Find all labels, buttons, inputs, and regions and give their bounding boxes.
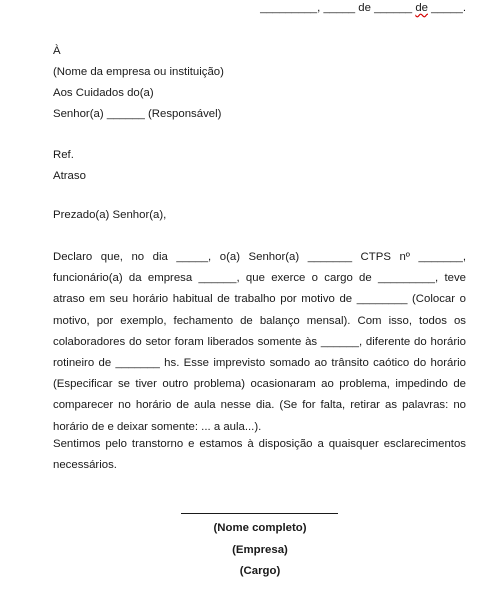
reference-label: Ref. <box>53 149 74 161</box>
signature-company: (Empresa) <box>232 544 288 556</box>
greeting <box>53 205 466 226</box>
reference-subject: Atraso <box>53 170 86 182</box>
date-line-de-word: de <box>415 2 428 14</box>
recipient-company: (Nome da empresa ou instituição) <box>53 66 224 78</box>
date-line-suffix: _____. <box>427 2 466 14</box>
date-line <box>260 0 466 16</box>
recipient-attention: Aos Cuidados do(a) <box>53 87 154 99</box>
signature-role: (Cargo) <box>239 565 281 577</box>
recipient-to: À <box>53 45 61 57</box>
date-line-prefix: _________, _____ de ______ <box>260 2 416 14</box>
reference-block <box>53 145 466 187</box>
body-paragraph: Declaro que, no dia _____, o(a) Senhor(a) _______ CTPS nº _______, funcionário(a) da empresa ______, que exerce o cargo de _________, teve atraso em seu horário habitual de trabalho por motivo de ________ (Colocar o motivo, por exemplo, fechamento de balanço mensal). Com isso, todos os colaboradores do setor foram liberados somente às ______, diferente do horário rotineiro de _______ hs. Esse imprevisto somado ao trânsito caótico do horário (Especificar se tiver outro problema) ocasionaram ao problema, impedindo de comparecer no horário de aula nesse dia. (Se for falta, retirar as palavras: no horário de e deixar somente: ... a aula...). <box>53 251 466 433</box>
recipient-block <box>53 41 466 125</box>
greeting-text: Prezado(a) Senhor(a), <box>53 209 167 221</box>
signature-name: (Nome completo) <box>213 522 307 534</box>
closing-paragraph: Sentimos pelo transtorno e estamos à disposição a quaisquer esclarecimentos necessários. <box>53 438 466 472</box>
signature-line <box>181 513 338 514</box>
recipient-person: Senhor(a) ______ (Responsável) <box>53 108 222 120</box>
